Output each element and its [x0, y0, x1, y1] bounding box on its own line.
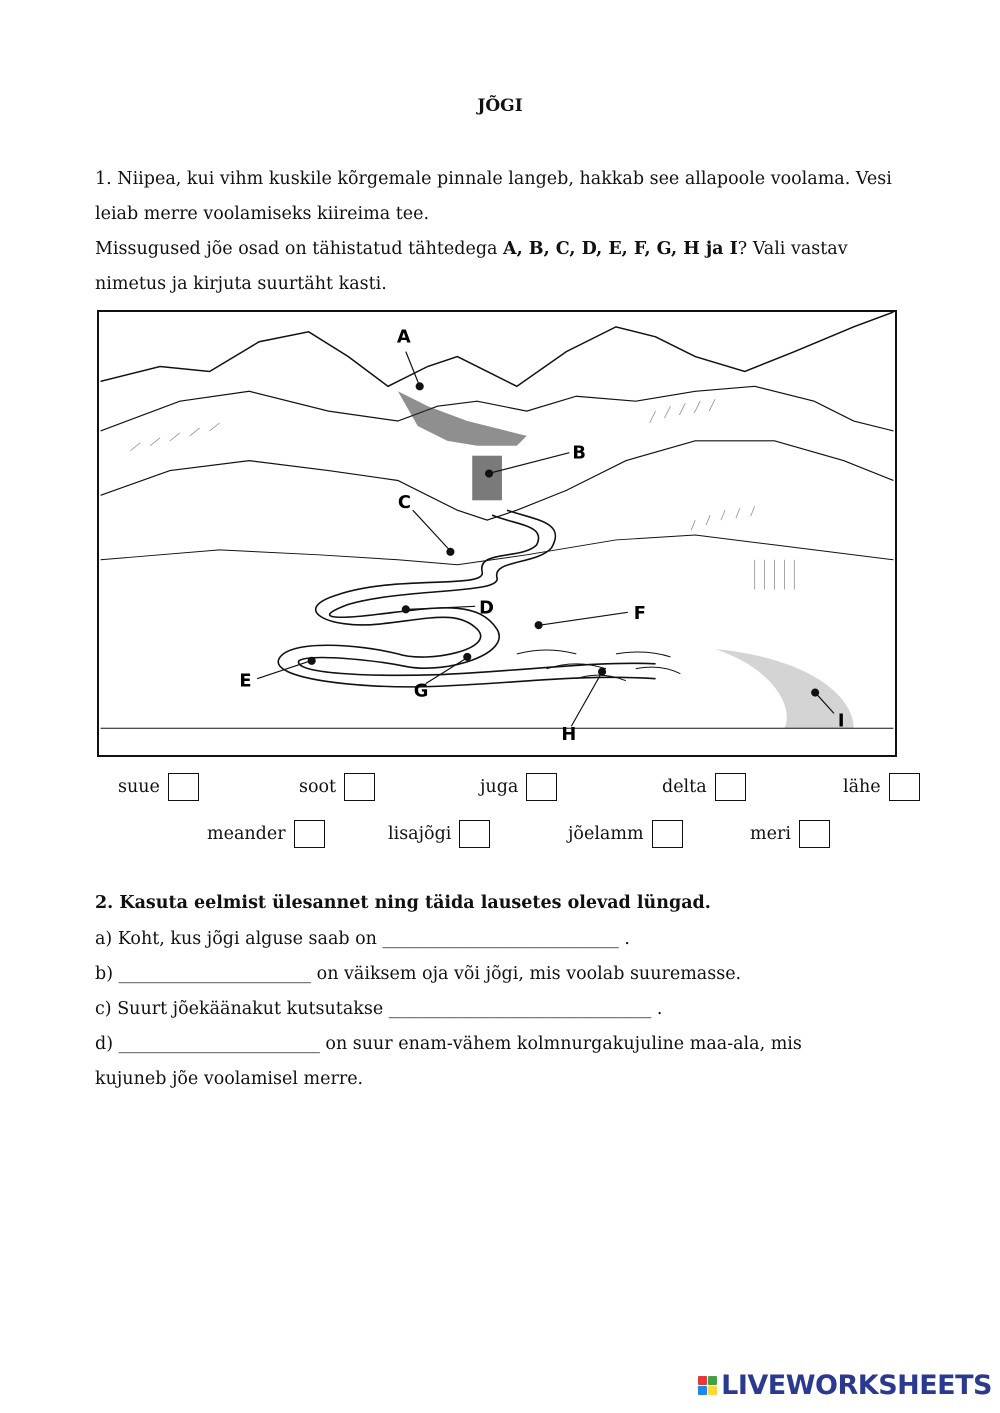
liveworksheets-logo: [698, 1370, 992, 1401]
sentence-c[interactable]: c) Suurt jõekäänakut kutsutakse ______________________________ .: [95, 999, 663, 1019]
answer-box[interactable]: [526, 773, 557, 801]
answer-box[interactable]: [168, 773, 199, 801]
option-label: meander: [207, 824, 286, 844]
label-e: E: [239, 670, 252, 692]
sentence-d-continued: kujuneb jõe voolamisel merre.: [95, 1069, 364, 1089]
logo-text: LIVEWORKSHEETS: [721, 1370, 992, 1401]
question-1-prompt-start: Missugused jõe osad on tähistatud tähtedega: [95, 239, 504, 259]
worksheet-title: JÕGI: [477, 96, 523, 116]
sentence-a[interactable]: a) Koht, kus jõgi alguse saab on ___________________________ .: [95, 929, 630, 949]
answer-box[interactable]: [889, 773, 920, 801]
answer-box[interactable]: [799, 820, 830, 848]
label-d: D: [479, 597, 494, 619]
option-label: suue: [118, 777, 160, 797]
option-label: meri: [750, 824, 791, 844]
option-juga: [480, 773, 557, 801]
answer-box[interactable]: [715, 773, 746, 801]
option-delta: [662, 773, 746, 801]
question-1-letters: A, B, C, D, E, F, G, H ja I: [503, 239, 738, 259]
answer-box[interactable]: [652, 820, 683, 848]
label-g: G: [413, 680, 429, 702]
question-1-prompt-end: ? Vali vastav nimetus ja kirjuta suurtäht kasti.: [95, 239, 848, 294]
option-lahe: [843, 773, 920, 801]
sentence-d[interactable]: d) _______________________ on suur enam-vähem kolmnurgakujuline maa-ala, mis: [95, 1034, 802, 1054]
answer-box[interactable]: [294, 820, 325, 848]
option-label: lähe: [843, 777, 881, 797]
option-lisajogi: [388, 820, 490, 848]
answer-box[interactable]: [344, 773, 375, 801]
label-b: B: [572, 442, 586, 464]
question-2-title: 2. Kasuta eelmist ülesannet ning täida lausetes olevad lüngad.: [95, 893, 711, 913]
option-label: soot: [299, 777, 337, 797]
river-landscape-illustration: [97, 310, 897, 757]
logo-mark-icon: [698, 1376, 717, 1395]
option-soot: [299, 773, 375, 801]
label-c: C: [397, 492, 411, 514]
sentence-b[interactable]: b) ______________________ on väiksem oja või jõgi, mis voolab suuremasse.: [95, 964, 742, 984]
option-joelamm: [568, 820, 683, 848]
label-h: H: [561, 724, 577, 746]
label-i: I: [837, 710, 845, 732]
answer-box[interactable]: [459, 820, 490, 848]
option-label: jõelamm: [568, 824, 644, 844]
option-meri: [750, 820, 830, 848]
question-1-intro: 1. Niipea, kui vihm kuskile kõrgemale pinnale langeb, hakkab see allapoole voolama. Vesi leiab merre voolamiseks kiireima tee.: [95, 169, 892, 224]
option-meander: [207, 820, 325, 848]
option-label: lisajõgi: [388, 824, 452, 844]
option-label: delta: [662, 777, 707, 797]
question-1-text: [95, 162, 905, 302]
option-suue: [118, 773, 199, 801]
label-a: A: [396, 326, 411, 348]
option-label: juga: [480, 777, 519, 797]
label-f: F: [633, 603, 646, 625]
